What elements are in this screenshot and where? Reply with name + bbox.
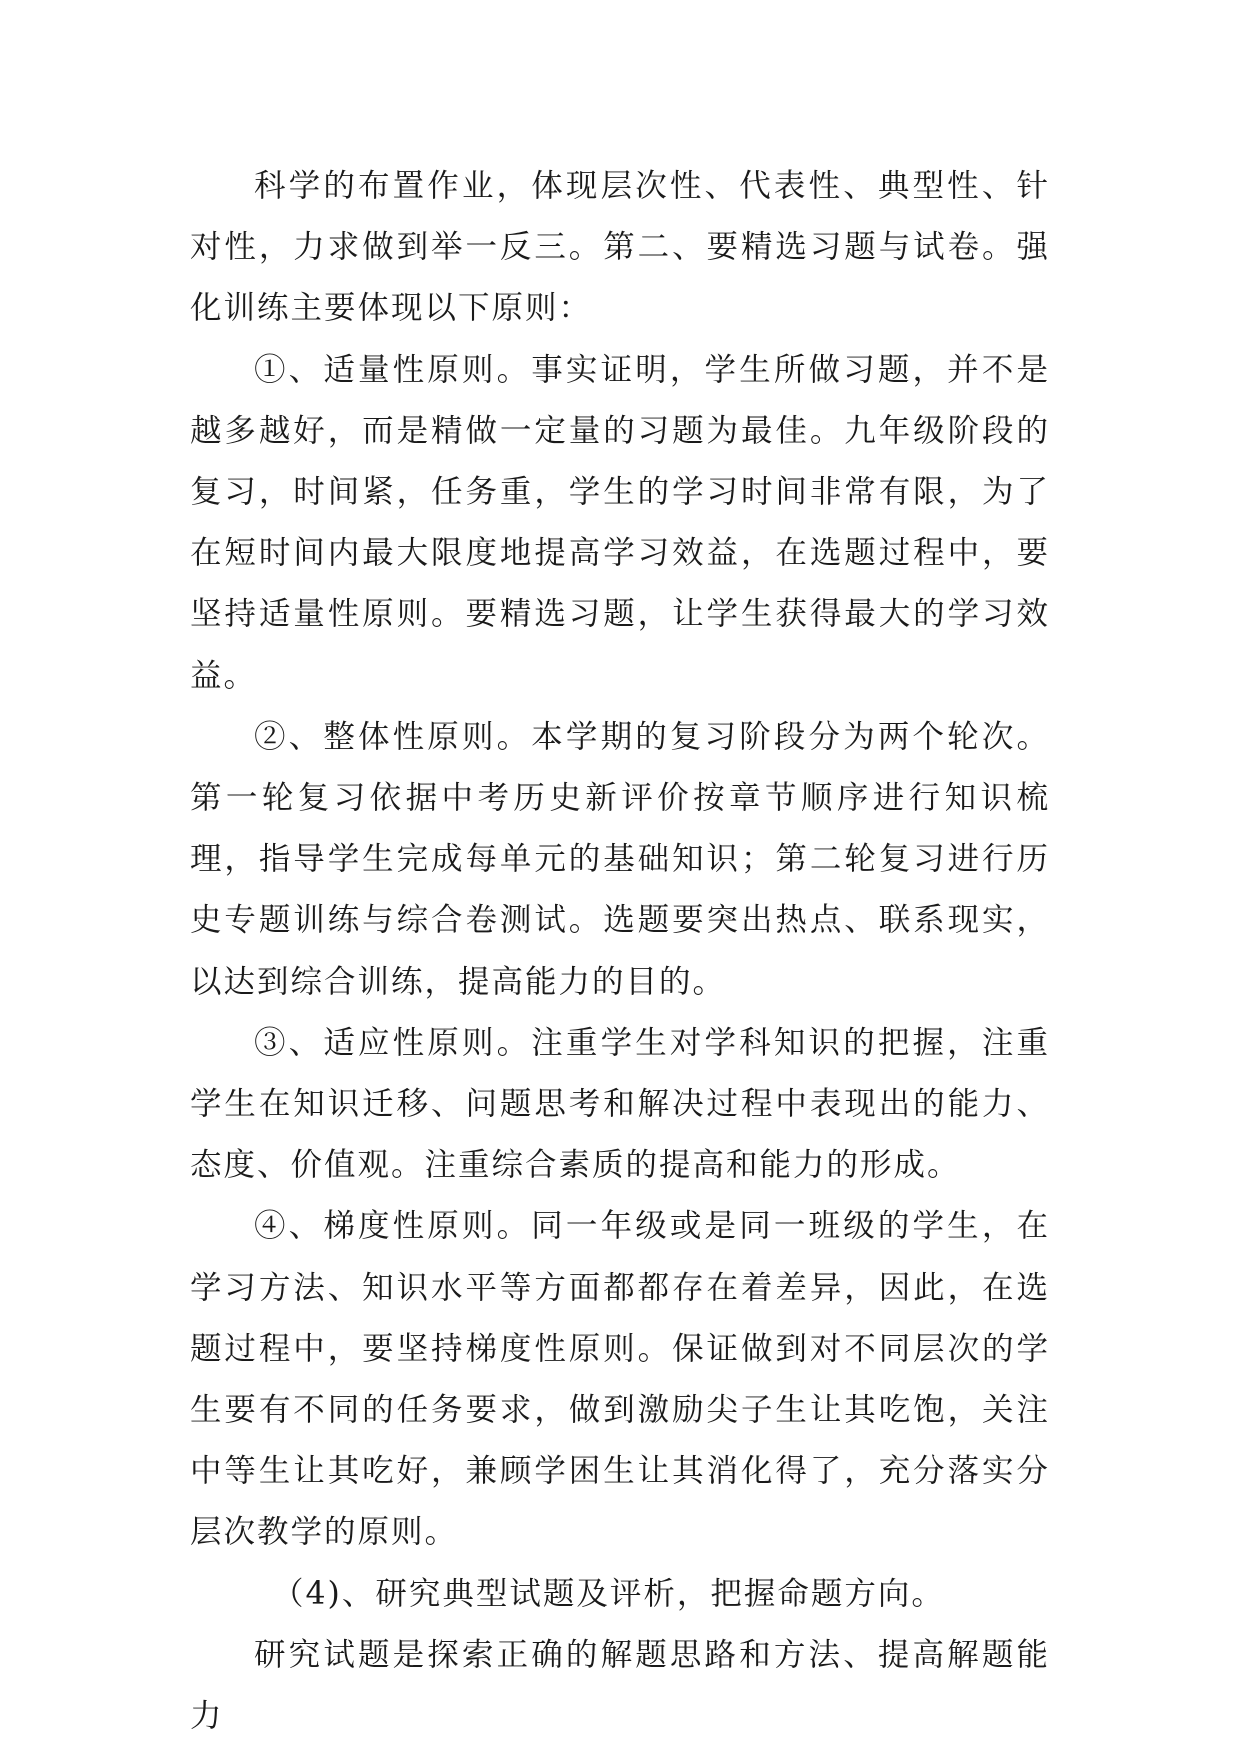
paragraph-research-questions: 研究试题是探索正确的解题思路和方法、提高解题能力 xyxy=(190,1636,1050,1735)
section-heading-typical-questions: （4)、研究典型试题及评析，把握命题方向。 xyxy=(272,1575,945,1612)
paragraph-principle-adaptability: ③、适应性原则。注重学生对学科知识的把握，注重学生在知识迁移、问题思考和解决过程中表现出的能力、态度、价值观。注重综合素质的提高和能力的形成。 xyxy=(190,1024,1050,1184)
document-body xyxy=(190,156,1050,1747)
paragraph-principle-wholeness: ②、整体性原则。本学期的复习阶段分为两个轮次。第一轮复习依据中考历史新评价按章节顺序进行知识梳理，指导学生完成每单元的基础知识；第二轮复习进行历史专题训练与综合卷测试。选题要突出热点、联系现实，以达到综合训练，提高能力的目的。 xyxy=(190,718,1050,1000)
paragraph-principle-moderation: ①、适量性原则。事实证明，学生所做习题，并不是越多越好，而是精做一定量的习题为最佳。九年级阶段的复习，时间紧，任务重，学生的学习时间非常有限，为了在短时间内最大限度地提高学习效益，在选题过程中，要坚持适量性原则。要精选习题，让学生获得最大的学习效益。 xyxy=(190,351,1050,694)
paragraph-homework-intro: 科学的布置作业，体现层次性、代表性、典型性、针对性，力求做到举一反三。第二、要精选习题与试卷。强化训练主要体现以下原则： xyxy=(190,168,1050,327)
paragraph-principle-gradient: ④、梯度性原则。同一年级或是同一班级的学生，在学习方法、知识水平等方面都都存在着差异，因此，在选题过程中，要坚持梯度性原则。保证做到对不同层次的学生要有不同的任务要求，做到激励尖子生让其吃饱，关注中等生让其吃好，兼顾学困生让其消化得了，充分落实分层次教学的原则。 xyxy=(190,1208,1050,1551)
